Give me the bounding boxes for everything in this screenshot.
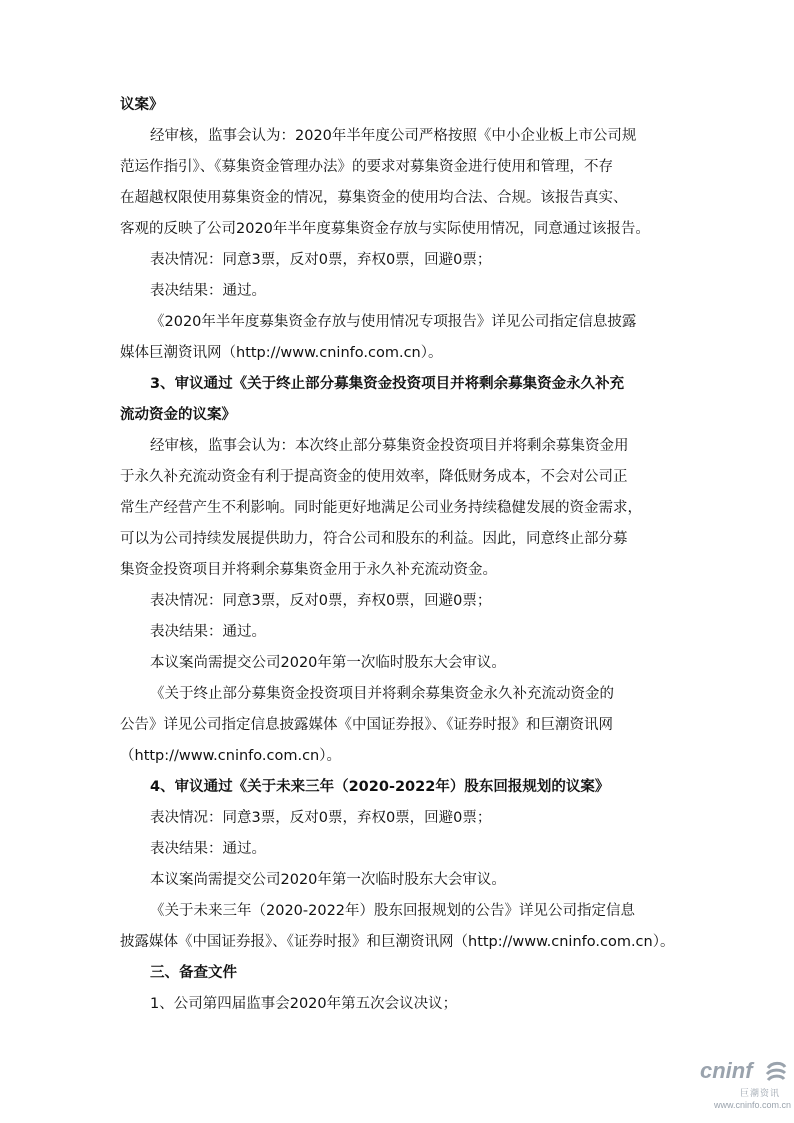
paragraph-line: 披露媒体《中国证券报》、《证券时报》和巨潮资讯网（http://www.cninfo.com.cn）。 (120, 934, 675, 950)
section-heading-line: 4、审议通过《关于未来三年（2020-2022年）股东回报规划的议案》 (150, 779, 610, 795)
watermark-sub: 巨潮资讯 (740, 1089, 781, 1099)
paragraph-line: 表决情况：同意3票，反对0票，弃权0票，回避0票； (150, 810, 492, 826)
paragraph-line: 于永久补充流动资金有利于提高资金的使用效率，降低财务成本，不会对公司正 (120, 469, 628, 485)
paragraph-line: 常生产经营产生不利影响。同时能更好地满足公司业务持续稳健发展的资金需求， (120, 500, 642, 516)
cninfo-swirl-icon (764, 1060, 788, 1084)
paragraph-line: 1、公司第四届监事会2020年第五次会议决议； (150, 996, 458, 1012)
paragraph-line: （http://www.cninfo.com.cn）。 (120, 748, 341, 764)
paragraph-line: 经审核，监事会认为：2020年半年度公司严格按照《中小企业板上市公司规 (150, 128, 637, 144)
section-heading-line: 流动资金的议案》 (120, 407, 236, 423)
watermark-url: www.cninfo.com.cn (714, 1100, 792, 1110)
paragraph-line: 范运作指引》、《募集资金管理办法》的要求对募集资金进行使用和管理，不存 (120, 159, 613, 175)
paragraph-line: 表决结果：通过。 (150, 841, 266, 857)
cninfo-watermark-logo (700, 1058, 792, 1118)
section-heading-line: 三、备查文件 (150, 965, 237, 981)
paragraph-line: 集资金投资项目并将剩余募集资金用于永久补充流动资金。 (120, 562, 497, 578)
body-text (120, 90, 682, 1020)
paragraph-line: 公告》详见公司指定信息披露媒体《中国证券报》、《证券时报》和巨潮资讯网 (120, 717, 613, 733)
paragraph-line: 表决结果：通过。 (150, 624, 266, 640)
paragraph-line: 本议案尚需提交公司2020年第一次临时股东大会审议。 (150, 872, 506, 888)
paragraph-line: 表决情况：同意3票，反对0票，弃权0票，回避0票； (150, 593, 492, 609)
paragraph-line: 经审核，监事会认为：本次终止部分募集资金投资项目并将剩余募集资金用 (150, 438, 629, 454)
paragraph-line: 表决情况：同意3票，反对0票，弃权0票，回避0票； (150, 252, 492, 268)
paragraph-line: 《关于未来三年（2020-2022年）股东回报规划的公告》详见公司指定信息 (150, 903, 636, 919)
paragraph-line: 在超越权限使用募集资金的情况，募集资金的使用均合法、合规。该报告真实、 (120, 190, 628, 206)
section-heading-line: 议案》 (120, 97, 164, 113)
paragraph-line: 媒体巨潮资讯网（http://www.cninfo.com.cn）。 (120, 345, 443, 361)
paragraph-line: 《关于终止部分募集资金投资项目并将剩余募集资金永久补充流动资金的 (150, 686, 614, 702)
section-heading-line: 3、审议通过《关于终止部分募集资金投资项目并将剩余募集资金永久补充 (150, 376, 625, 392)
paragraph-line: 《2020年半年度募集资金存放与使用情况专项报告》详见公司指定信息披露 (150, 314, 637, 330)
watermark-brand: cninf (700, 1058, 753, 1083)
paragraph-line: 客观的反映了公司2020年半年度募集资金存放与实际使用情况，同意通过该报告。 (120, 221, 650, 237)
paragraph-line: 本议案尚需提交公司2020年第一次临时股东大会审议。 (150, 655, 506, 671)
paragraph-line: 表决结果：通过。 (150, 283, 266, 299)
paragraph-line: 可以为公司持续发展提供助力，符合公司和股东的利益。因此，同意终止部分募 (120, 531, 628, 547)
